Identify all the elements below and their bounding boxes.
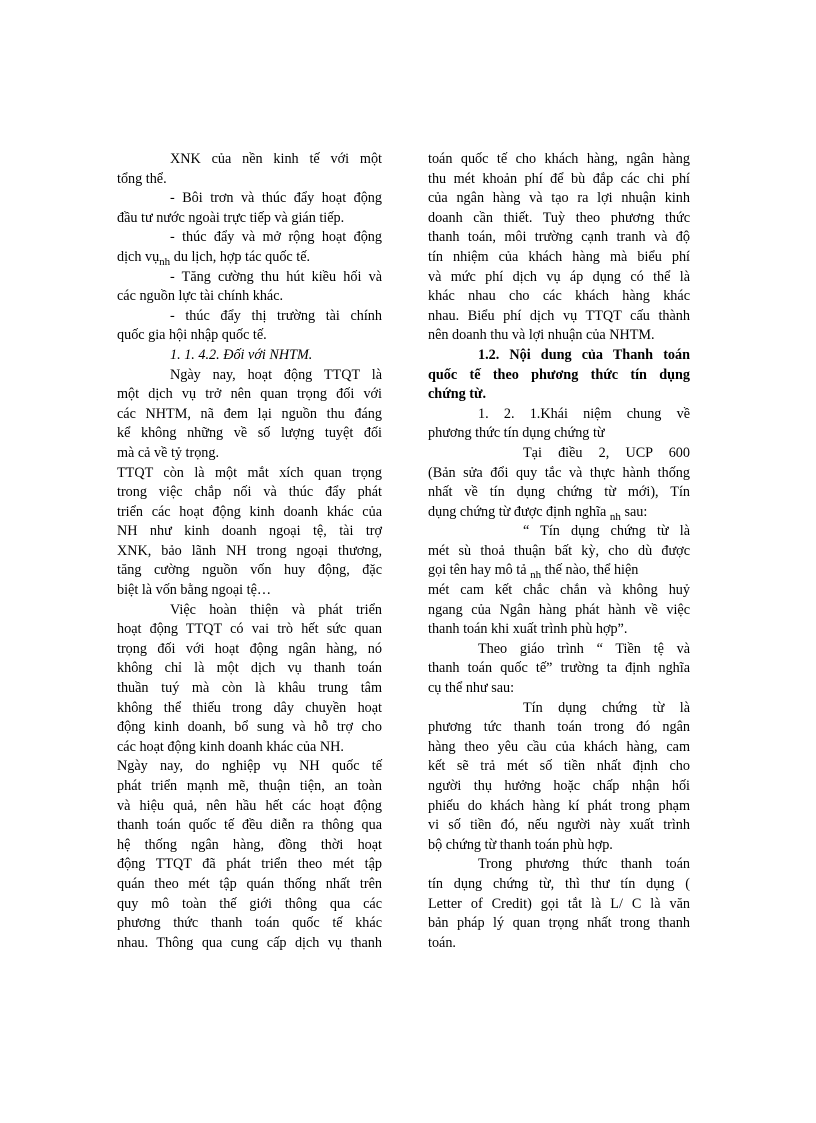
section-heading: chứng từ. xyxy=(428,386,487,403)
subscript-fragment: nh xyxy=(159,255,171,268)
text-line: phiếu do khách hàng kí phát trong phạm xyxy=(428,797,690,814)
text-line: - Tăng cường thu hút kiều hối và xyxy=(170,268,382,285)
text-line: người thụ hưởng hoặc chấp nhận hối xyxy=(428,778,690,794)
text-line: doanh cần thiết. Tuỳ theo phương thức xyxy=(428,209,690,226)
text-line: phương tức thanh toán trong đó ngân xyxy=(428,719,690,736)
section-heading: 1. 1. 4.2. Đối với NHTM. xyxy=(170,346,313,363)
text-line: Tín dụng chứng từ là xyxy=(523,699,690,716)
text-line: khác nhau cho các khách hàng khác xyxy=(428,288,690,305)
text-line: biệt là vốn bằng ngoại tệ… xyxy=(117,582,272,599)
text-line: Ngày nay, do nghiệp vụ NH quốc tế xyxy=(117,758,382,775)
subsection-heading: phương thức tín dụng chứng từ xyxy=(428,425,605,442)
text-line: thanh toán khi xuất trình phù hợp”. xyxy=(428,621,628,638)
text-line: quán theo mét tập quán thống nhất trên xyxy=(117,875,382,892)
text-line: Theo giáo trình “ Tiền tệ và xyxy=(478,640,690,657)
text-fragment: dịch vụ xyxy=(117,248,160,265)
text-line: toán. xyxy=(428,934,456,951)
text-line: bản pháp lý quan trọng nhất trong thanh xyxy=(428,915,690,932)
text-fragment: du lịch, hợp tác quốc tế. xyxy=(170,248,311,265)
text-line: hệ thống ngân hàng, đồng thời hoạt xyxy=(117,836,382,853)
text-line: Ngày nay, hoạt động TTQT là xyxy=(170,366,382,383)
section-heading: 1.2. Nội dung của Thanh toán xyxy=(478,346,690,363)
text-line: động TTQT đã phát triển theo mét tập xyxy=(117,856,382,873)
text-line: thanh toán quốc tế” trường ta định nghĩa xyxy=(428,660,690,677)
text-line: thanh toán quốc tế đều diễn ra thông qua xyxy=(117,817,382,834)
text-line: Tại điều 2, UCP 600 xyxy=(523,444,690,461)
text-line: thanh toán, môi trường cạnh tranh và độ xyxy=(428,229,690,246)
text-line xyxy=(428,503,690,523)
text-line: trọng đối với hoạt động ngân hàng, nó xyxy=(117,640,382,657)
text-line: thuần tuý mà còn là khâu trung tâm xyxy=(117,680,382,697)
text-line: hàng theo yêu cầu của khách hàng, cam xyxy=(428,738,690,755)
text-line: trong việc chắp nối và thúc đẩy phát xyxy=(117,484,382,501)
text-line: thu mét khoản phí để bù đắp các chi phí xyxy=(428,170,690,187)
text-line: không thể thiếu trong dây chuyền hoạt xyxy=(117,699,382,716)
text-line: - thúc đẩy và mở rộng hoạt động xyxy=(170,229,382,246)
text-fragment: gọi tên hay mô tả xyxy=(428,562,527,579)
text-line: vi số tiền đó, nếu người này xuất trình xyxy=(428,817,690,834)
text-line: phát triển mạnh mẽ, thuận tiện, an toàn xyxy=(117,778,382,794)
text-line: tín nhiệm của khách hàng mà biểu phí xyxy=(428,248,690,265)
text-line: các NHTM, nã đem lại nguồn thu đáng xyxy=(117,405,382,422)
text-line: quy mô toàn thế giới thông qua các xyxy=(117,895,382,912)
text-fragment: dụng chứng từ được định nghĩa xyxy=(428,503,607,520)
subscript-fragment: nh xyxy=(530,569,542,582)
text-fragment: sau: xyxy=(620,503,648,520)
text-line: của ngân hàng và tạo ra lợi nhuận kinh xyxy=(428,190,690,207)
text-line xyxy=(428,561,690,581)
text-line: hoạt động TTQT có vai trò hết sức quan xyxy=(117,621,382,638)
text-line: đầu tư nước ngoài trực tiếp và gián tiếp. xyxy=(117,209,345,226)
text-line: XNK của nền kinh tế với một xyxy=(170,151,382,167)
text-line: TTQT còn là một mắt xích quan trọng xyxy=(117,464,382,481)
text-line: mét sù thoả thuận bất kỳ, cho dù được xyxy=(428,542,690,559)
text-line: Letter of Credit) gọi tắt là L/ C là văn xyxy=(428,895,690,912)
text-line: triển các hoạt động kinh doanh khác của xyxy=(117,503,382,520)
text-line xyxy=(117,248,382,268)
text-line: Việc hoàn thiện và phát triển xyxy=(170,601,382,618)
text-line: mà cả về tỷ trọng. xyxy=(117,444,220,461)
text-line: XNK, bảo lãnh NH trong ngoại thương, xyxy=(117,542,382,559)
text-line: tín dụng chứng từ, thì thư tín dụng ( xyxy=(428,875,690,892)
subsection-heading: 1. 2. 1.Khái niệm chung về xyxy=(478,405,690,422)
text-line: không chỉ là một dịch vụ thanh toán xyxy=(117,660,382,677)
text-line: toán quốc tế cho khách hàng, ngân hàng xyxy=(428,151,690,167)
text-line: kết sẽ trả mét số tiền nhất định cho xyxy=(428,758,690,775)
text-line: ngang của Ngân hàng phát hành về việc xyxy=(428,601,690,618)
text-line: tăng cường nguồn vốn huy động, đặc xyxy=(117,562,382,579)
text-line: nên doanh thu và lợi nhuận của NHTM. xyxy=(428,327,655,344)
subscript-fragment: nh xyxy=(609,510,621,523)
text-line: và mức phí dịch vụ áp dụng có thể là xyxy=(428,268,690,285)
text-line: nhau. Thông qua cung cấp dịch vụ thanh xyxy=(117,934,382,951)
text-line: kể không những về số lượng tuyệt đối xyxy=(117,425,382,442)
left-column xyxy=(117,150,382,953)
text-line: - thúc đẩy thị trường tài chính xyxy=(170,307,382,324)
text-line: các nguồn lực tài chính khác. xyxy=(117,288,284,305)
text-line: các hoạt động kinh doanh khác của NH. xyxy=(117,738,344,755)
text-line: bộ chứng từ thanh toán phù hợp. xyxy=(428,836,613,853)
text-line: - Bôi trơn và thúc đẩy hoạt động xyxy=(170,190,382,207)
text-line: mét cam kết chắc chắn và không huỷ xyxy=(428,582,690,599)
text-line: quốc gia hội nhập quốc tế. xyxy=(117,327,267,344)
text-line: động kinh doanh, bổ sung và hỗ trợ cho xyxy=(117,719,382,736)
text-line: (Bản sửa đổi quy tắc và thực hành thống xyxy=(428,464,690,481)
text-line: và hiệu quả, nên hầu hết các hoạt động xyxy=(117,797,382,814)
text-line: nhau. Biểu phí dịch vụ TTQT cấu thành xyxy=(428,307,690,324)
text-line: nhất về tín dụng chứng từ mới), Tín xyxy=(428,484,690,501)
right-column xyxy=(428,150,690,953)
text-line: một dịch vụ trở nên quan trọng đối với xyxy=(117,386,382,403)
text-line: NH như kinh doanh ngoại tệ, tài trợ xyxy=(117,523,382,540)
text-line: Trong phương thức thanh toán xyxy=(478,856,690,873)
text-line: “ Tín dụng chứng từ là xyxy=(523,523,690,540)
text-line: phương thức thanh toán quốc tế khác xyxy=(117,915,382,932)
text-line: tổng thể. xyxy=(117,170,167,187)
text-fragment: thế nào, thể hiện xyxy=(541,562,639,579)
section-heading: quốc tế theo phương thức tín dụng xyxy=(428,366,690,383)
text-line: cụ thể như sau: xyxy=(428,680,515,697)
